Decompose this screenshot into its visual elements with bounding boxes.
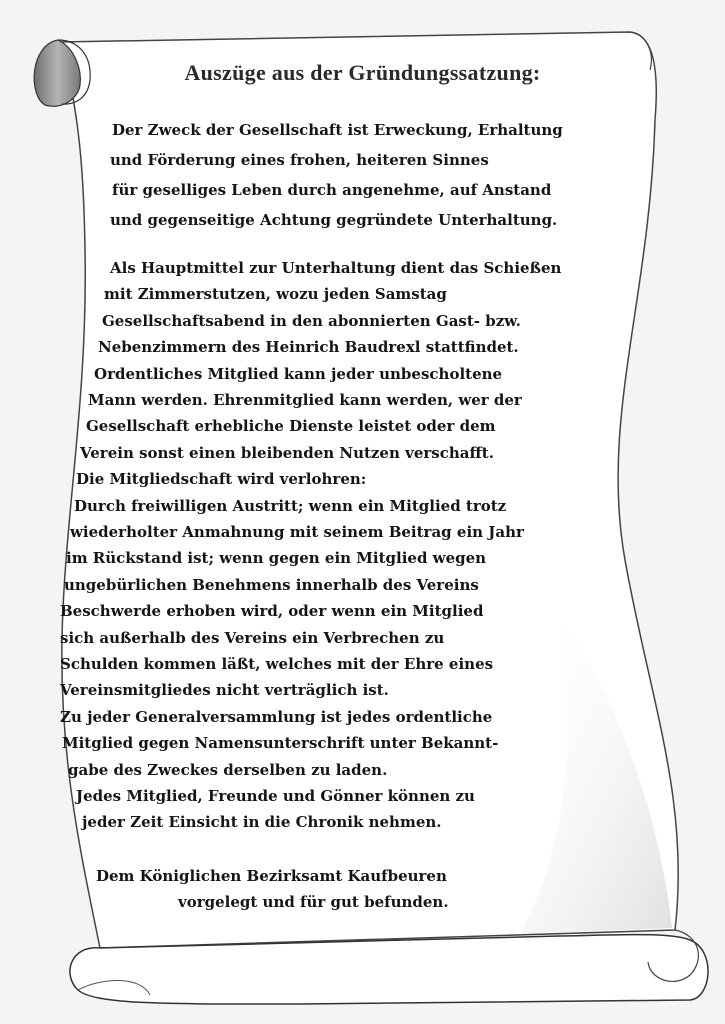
text-line: mit Zimmerstutzen, wozu jeden Samstag: [104, 285, 447, 304]
text-line: gabe des Zweckes derselben zu laden.: [68, 760, 388, 779]
text-line: Mitglied gegen Namensunterschrift unter Bekannt-: [62, 734, 499, 753]
text-line: Schulden kommen läßt, welches mit der Ehre eines: [60, 655, 494, 673]
text-line: und gegenseitige Achtung gegründete Unterhaltung.: [110, 211, 558, 229]
text-line: Nebenzimmern des Heinrich Baudrexl stattfindet.: [98, 338, 519, 357]
text-line: Der Zweck der Gesellschaft ist Erweckung, Erhaltung: [112, 121, 563, 139]
text-line: Gesellschaftsabend in den abonnierten Gast- bzw.: [102, 311, 521, 330]
text-line: Vereinsmitgliedes nicht verträglich ist.: [60, 681, 389, 700]
text-line: im Rückstand ist; wenn gegen ein Mitglied wegen: [66, 549, 487, 568]
text-line: Beschwerde erhoben wird, oder wenn ein Mitglied: [60, 602, 484, 621]
text-line: Die Mitgliedschaft wird verlohren:: [76, 470, 367, 489]
text-line: Gesellschaft erhebliche Dienste leistet oder dem: [86, 417, 496, 436]
text-line: vorgelegt und für gut befunden.: [178, 893, 449, 911]
text-line: wiederholter Anmahnung mit seinem Beitrag ein Jahr: [70, 523, 524, 541]
text-line: Als Hauptmittel zur Unterhaltung dient das Schießen: [110, 259, 562, 277]
text-line: Zu jeder Generalversammlung ist jedes ordentliche: [60, 707, 493, 726]
text-line: Mann werden. Ehrenmitglied kann werden, wer der: [88, 391, 522, 409]
text-line: für geselliges Leben durch angenehme, auf Anstand: [112, 181, 552, 199]
text-line: jeder Zeit Einsicht in die Chronik nehmen.: [82, 813, 442, 832]
text-line: Jedes Mitglied, Freunde und Gönner können zu: [76, 787, 475, 805]
text-line: Verein sonst einen bleibenden Nutzen verschafft.: [80, 443, 494, 462]
text-line: sich außerhalb des Vereins ein Verbrechen zu: [60, 628, 445, 647]
text-line: Dem Königlichen Bezirksamt Kaufbeuren: [96, 867, 447, 885]
text-line: Durch freiwilligen Austritt; wenn ein Mitglied trotz: [74, 496, 507, 515]
page-title: Auszüge aus der Gründungssatzung:: [184, 60, 541, 85]
text-line: und Förderung eines frohen, heiteren Sinnes: [110, 151, 489, 169]
text-line: ungebürlichen Benehmens innerhalb des Vereins: [64, 575, 479, 594]
text-line: Ordentliches Mitglied kann jeder unbescholtene: [94, 364, 503, 383]
